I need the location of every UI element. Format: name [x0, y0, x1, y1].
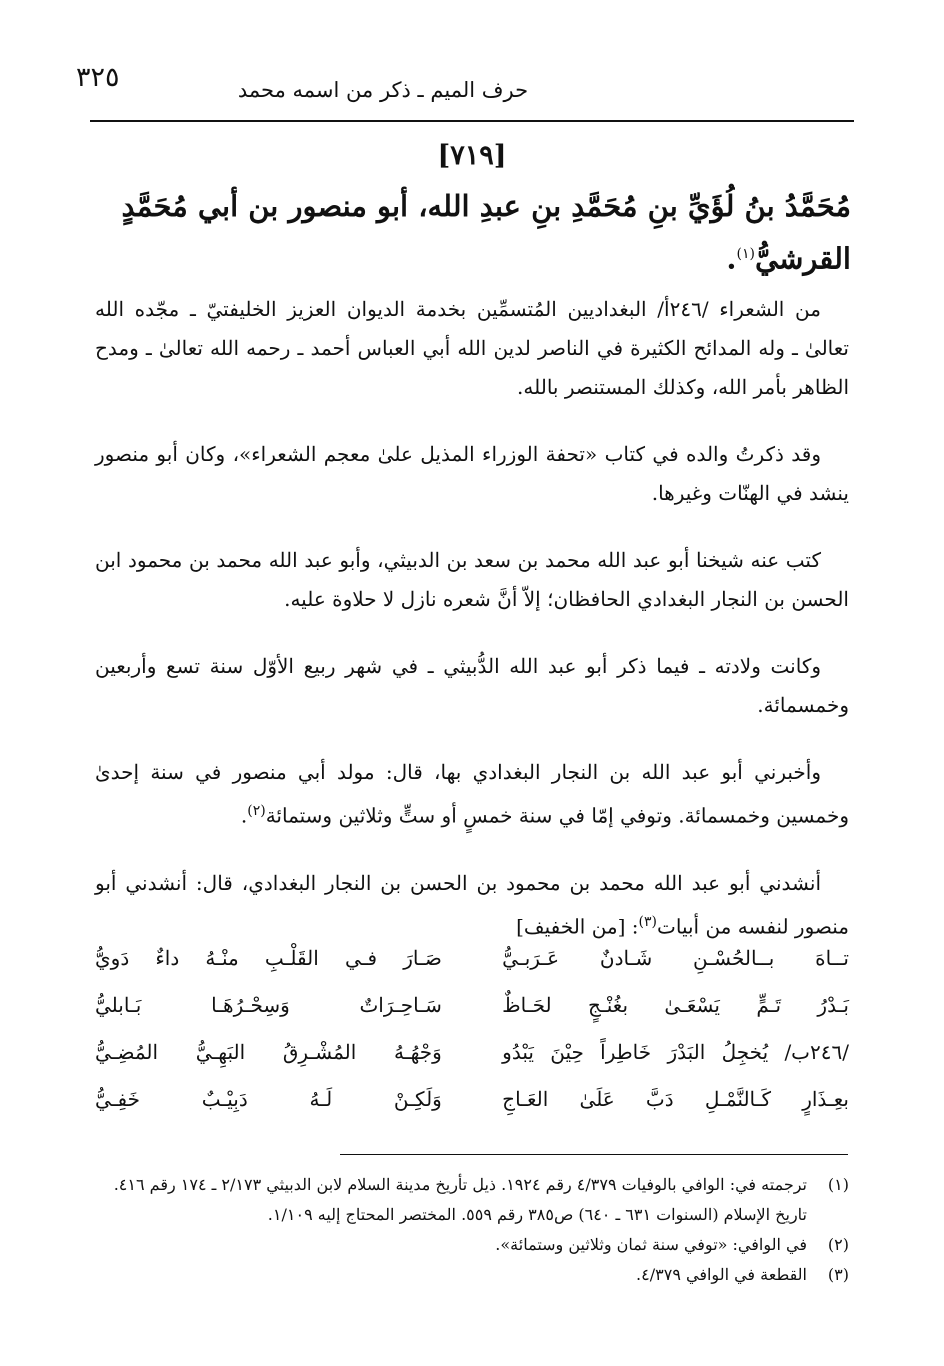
verse-second-hemistich: وَجْهُـهُ المُشْـرِقُ البَهِـيُّ المُضِـيُّ	[95, 1040, 442, 1064]
verse-first-hemistich: بعِـذَارٍ كَـالنَّمْـلِ دَبَّ عَلَىٰ العَـاجِ	[502, 1087, 849, 1111]
verse-second-hemistich: وَلَكِـنْ لَـهُ دَبِيْـبٌ خَفِـيُّ	[95, 1087, 442, 1111]
footnote-divider	[340, 1154, 848, 1155]
footnote-number: (٣)	[827, 1265, 849, 1284]
footnote-ref-3: (٣)	[638, 913, 658, 930]
verse-second-hemistich: سَـاحِـرَاتٌ وَسِحْـرُهَـا بَـابليُّ	[95, 993, 442, 1017]
paragraph: وكانت ولادته ـ فيما ذكر أبو عبد الله الدُّبيثي ـ في شهر ربيع الأوّل سنة تسع وأربعين وخمسمائة.	[95, 654, 849, 717]
paragraph-end: .	[240, 803, 248, 828]
paragraph-text: وأخبرني أبو عبد الله بن النجار البغدادي بها، قال: مولد أبي منصور في سنة إحدىٰ وخمسين وخمسمائة. وتوفي إمّا في سنة خمسٍ أو ستٍّ وثلاثين وستمائة	[95, 760, 849, 828]
header-divider	[90, 120, 854, 122]
verse-line	[95, 1076, 849, 1123]
verse-first-hemistich: تــاهَ بــالحُسْـنِ شَـادنٌ عَـرَبـيُّ	[502, 946, 849, 970]
footnote-text: القطعة في الوافي ٤/٣٧٩.	[636, 1265, 807, 1284]
footnote-ref-1: (١)	[736, 246, 755, 262]
footnote-ref-2: (٢)	[247, 803, 266, 819]
footnote	[95, 1170, 849, 1230]
running-head: حرف الميم ـ ذكر من اسمه محمد	[237, 78, 529, 102]
verse-first-hemistich: /٢٤٦ب/ يُخجِلُ البَدْرَ خَاطِراً حِيْنَ يَبْدُو	[502, 1040, 849, 1064]
footnotes	[95, 1170, 849, 1290]
paragraph-text: أنشدني أبو عبد الله محمد بن محمود بن الحسن بن النجار البغدادي، قال: أنشدني أبو منصور لنفسه من أبيات	[95, 870, 849, 939]
paragraph	[95, 753, 849, 836]
paragraph	[95, 864, 849, 947]
entry-title-text: مُحَمَّدُ بنُ لُؤَيِّ بنِ مُحَمَّدِ بنِ عبدِ الله، أبو منصور بن أبي مُحَمَّدٍ القرشيُّ	[121, 189, 851, 276]
paragraph: كتب عنه شيخنا أبو عبد الله محمد بن سعد بن الدبيثي، وأبو عبد الله محمد بن محمود ابن الحسن بن النجار البغدادي الحافظان؛ إلاّ أنَّ شعره نازل لا حلاوة عليه.	[95, 548, 849, 611]
verse-line	[95, 982, 849, 1029]
verse-line	[95, 935, 849, 982]
verse-first-hemistich: بَـدْرُ تَـمٍّ يَسْعَـىٰ بغُنْـجٍ لحَـاظٌ	[502, 993, 849, 1017]
footnote-text: ترجمته في: الوافي بالوفيات ٤/٣٧٩ رقم ١٩٢٤. ذيل تأريخ مدينة السلام لابن الدبيثي ٢/١٧٣ ـ ١٧٤ رقم ٤١٦. تاريخ الإسلام (السنوات ٦٣١ ـ ٦٤٠) ص٣٨٥ رقم ٥٥٩. المختصر المحتاج إليه ١/١٠٩.	[113, 1175, 807, 1224]
verse-second-hemistich: صَـارَ فـي القَلْـبِ منْـهُ داءٌ دَويُّ	[95, 946, 442, 970]
poem	[95, 935, 849, 1123]
footnote	[95, 1260, 849, 1290]
entry-title-end: .	[726, 241, 737, 276]
footnote-number: (١)	[827, 1175, 849, 1194]
entry-number: [٧١٩]	[437, 140, 507, 171]
entry-title	[93, 182, 851, 283]
body-text	[95, 290, 849, 974]
footnote-number: (٢)	[827, 1235, 849, 1254]
footnote-text: في الوافي: «توفي سنة ثمان وثلاثين وستمائة».	[495, 1235, 807, 1254]
page-number: ٣٢٥	[76, 62, 120, 93]
verse-line	[95, 1029, 849, 1076]
paragraph: من الشعراء /٢٤٦أ/ البغداديين المُتسمِّين بخدمة الديوان العزيز الخليفتيّ ـ مجّده الله تعالىٰ ـ وله المدائح الكثيرة في الناصر لدين الله أبي العباس أحمد ـ رحمه الله تعالىٰ ـ ومدح الظاهر بأمر الله، وكذلك المستنصر بالله.	[95, 297, 849, 399]
paragraph: وقد ذكرتُ والده في كتاب «تحفة الوزراء المذيل علىٰ معجم الشعراء»، وكان أبو منصور ينشد في الهنّات وغيرها.	[95, 442, 849, 505]
footnote	[95, 1230, 849, 1260]
paragraph-end: : [من الخفيف]	[516, 914, 639, 939]
